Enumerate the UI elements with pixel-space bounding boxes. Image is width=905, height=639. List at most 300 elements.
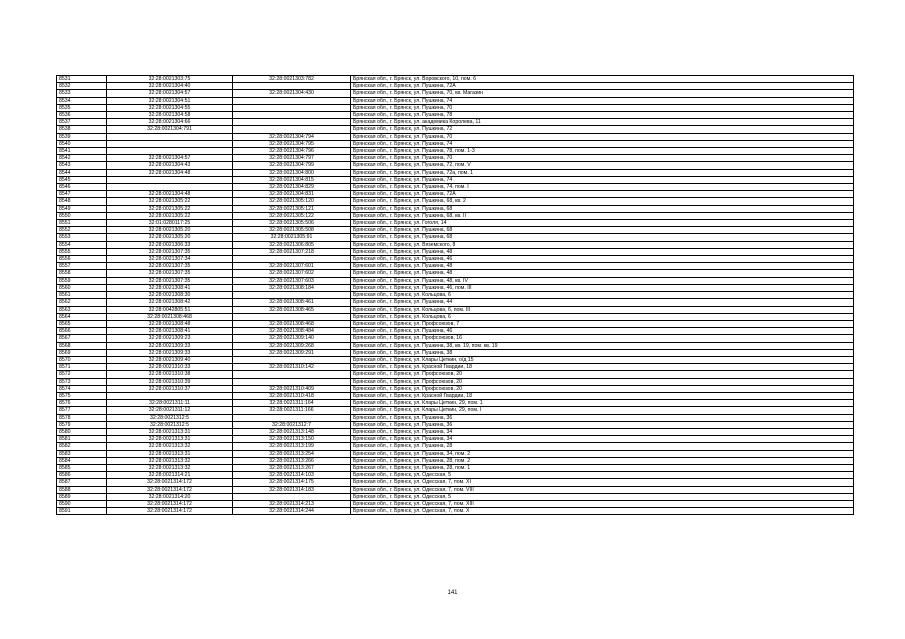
address-cell: Брянская обл., г. Брянск, ул. Пушкина, 68 bbox=[351, 205, 854, 212]
row-number-cell: 8575 bbox=[57, 392, 107, 399]
table-row bbox=[57, 500, 854, 507]
address-cell: Брянская обл., г. Брянск, ул. Пушкина, 70 bbox=[351, 104, 854, 111]
row-number-cell: 8563 bbox=[57, 306, 107, 313]
row-number-cell: 8551 bbox=[57, 220, 107, 227]
land-cadastral-number-cell: 32:28:0021303:75 bbox=[107, 76, 233, 83]
table-row bbox=[57, 436, 854, 443]
row-number-cell: 8560 bbox=[57, 284, 107, 291]
land-cadastral-number-cell: 32:28:0021307:35 bbox=[107, 263, 233, 270]
address-cell: Брянская обл., г. Брянск, ул. Пушкина, 72А bbox=[351, 191, 854, 198]
land-cadastral-number-cell: 32:28:0021313:31 bbox=[107, 428, 233, 435]
land-cadastral-number-cell: 32:28:0021308:48 bbox=[107, 320, 233, 327]
address-cell: Брянская обл., г. Брянск, ул. Одесская, 7, пом. XIII bbox=[351, 500, 854, 507]
building-cadastral-number-cell bbox=[233, 83, 351, 90]
row-number-cell: 8570 bbox=[57, 356, 107, 363]
address-cell: Брянская обл., г. Брянск, ул. Пушкина, 44 bbox=[351, 299, 854, 306]
building-cadastral-number-cell: 32:28:0021314:183 bbox=[233, 486, 351, 493]
row-number-cell: 8548 bbox=[57, 198, 107, 205]
row-number-cell: 8584 bbox=[57, 457, 107, 464]
land-cadastral-number-cell: 32:28:0021305:20 bbox=[107, 234, 233, 241]
building-cadastral-number-cell bbox=[233, 292, 351, 299]
land-cadastral-number-cell: 32:28:0021305:22 bbox=[107, 205, 233, 212]
address-cell: Брянская обл., г. Брянск, ул. Пушкина, 36 bbox=[351, 414, 854, 421]
row-number-cell: 8587 bbox=[57, 479, 107, 486]
table-row bbox=[57, 248, 854, 255]
table-row bbox=[57, 479, 854, 486]
table-row bbox=[57, 162, 854, 169]
building-cadastral-number-cell: 32:28:0021314:175 bbox=[233, 479, 351, 486]
row-number-cell: 8568 bbox=[57, 342, 107, 349]
row-number-cell: 8583 bbox=[57, 450, 107, 457]
building-cadastral-number-cell: 32:28:0021308:484 bbox=[233, 328, 351, 335]
address-cell: Брянская обл., г. Брянск, ул. Профсоюзов, 20 bbox=[351, 385, 854, 392]
address-cell: Брянская обл., г. Брянск, ул. Пушкина, 28, пом. 2 bbox=[351, 457, 854, 464]
land-cadastral-number-cell: 32:28:0021309:40 bbox=[107, 356, 233, 363]
building-cadastral-number-cell bbox=[233, 119, 351, 126]
address-cell: Брянская обл., г. Брянск, ул. Кольцова, 6 bbox=[351, 313, 854, 320]
address-cell: Брянская обл., г. Брянск, ул. Кольцова, 6 bbox=[351, 292, 854, 299]
table-row bbox=[57, 176, 854, 183]
row-number-cell: 8547 bbox=[57, 191, 107, 198]
table-row bbox=[57, 205, 854, 212]
address-cell: Брянская обл., г. Брянск, ул. Пушкина, 72, пом. V bbox=[351, 162, 854, 169]
address-cell: Брянская обл., г. Брянск, ул. Профсоюзов, 20 bbox=[351, 371, 854, 378]
row-number-cell: 8569 bbox=[57, 349, 107, 356]
building-cadastral-number-cell: 32:28:0021309:140 bbox=[233, 335, 351, 342]
table-row bbox=[57, 263, 854, 270]
address-cell: Брянская обл., г. Брянск, ул. Пушкина, 74, пом. I bbox=[351, 184, 854, 191]
table-row bbox=[57, 270, 854, 277]
building-cadastral-number-cell: 32:28:0021310:418 bbox=[233, 392, 351, 399]
row-number-cell: 8532 bbox=[57, 83, 107, 90]
building-cadastral-number-cell: 32:28:0021304:797 bbox=[233, 155, 351, 162]
table-row bbox=[57, 472, 854, 479]
row-number-cell: 8591 bbox=[57, 508, 107, 515]
row-number-cell: 8589 bbox=[57, 493, 107, 500]
table-row bbox=[57, 284, 854, 291]
land-cadastral-number-cell: 32:28:0021309:23 bbox=[107, 335, 233, 342]
row-number-cell: 8564 bbox=[57, 313, 107, 320]
land-cadastral-number-cell: 32:28:0021313:32 bbox=[107, 464, 233, 471]
land-cadastral-number-cell: 32:01:0280117:25 bbox=[107, 220, 233, 227]
address-cell: Брянская обл., г. Брянск, ул. Клары Цеткин, 29, пом. 1 bbox=[351, 400, 854, 407]
land-cadastral-number-cell: 32:28:0021311:12 bbox=[107, 407, 233, 414]
table-row bbox=[57, 450, 854, 457]
table-row bbox=[57, 378, 854, 385]
row-number-cell: 8580 bbox=[57, 428, 107, 435]
table-row bbox=[57, 256, 854, 263]
address-cell: Брянская обл., г. Брянск, ул. Пушкина, 70 bbox=[351, 133, 854, 140]
land-cadastral-number-cell: 32:28:0021304:58 bbox=[107, 112, 233, 119]
building-cadastral-number-cell: 32:28:0021308:465 bbox=[233, 306, 351, 313]
row-number-cell: 8571 bbox=[57, 364, 107, 371]
address-cell: Брянская обл., г. Брянск, ул. Кольцова, 6, пом. III bbox=[351, 306, 854, 313]
building-cadastral-number-cell: 32:28:0021314:103 bbox=[233, 472, 351, 479]
address-cell: Брянская обл., г. Брянск, ул. Пушкина, 72 bbox=[351, 126, 854, 133]
row-number-cell: 8550 bbox=[57, 212, 107, 219]
address-cell: Брянская обл., г. Брянск, ул. Пушкина, 48 bbox=[351, 270, 854, 277]
table-row bbox=[57, 133, 854, 140]
land-cadastral-number-cell: 32:28:0021314:172 bbox=[107, 500, 233, 507]
table-row bbox=[57, 169, 854, 176]
land-cadastral-number-cell: 32:28:0021304:48 bbox=[107, 191, 233, 198]
land-cadastral-number-cell: 32:28:0021304:57 bbox=[107, 90, 233, 97]
address-cell: Брянская обл., г. Брянск, ул. Пушкина, 72а, пом. 1 bbox=[351, 169, 854, 176]
table-row bbox=[57, 306, 854, 313]
land-cadastral-number-cell: 32:28:0021305:22 bbox=[107, 198, 233, 205]
building-cadastral-number-cell: 32:28:0021314:213 bbox=[233, 500, 351, 507]
land-cadastral-number-cell bbox=[107, 176, 233, 183]
address-cell: Брянская обл., г. Брянск, ул. Одесская, 5 bbox=[351, 493, 854, 500]
land-cadastral-number-cell: 32:28:0021305:20 bbox=[107, 227, 233, 234]
table-row bbox=[57, 220, 854, 227]
row-number-cell: 8536 bbox=[57, 112, 107, 119]
row-number-cell: 8561 bbox=[57, 292, 107, 299]
row-number-cell: 8546 bbox=[57, 184, 107, 191]
address-cell: Брянская обл., г. Брянск, ул. Клары Цеткин, 29, пом. I bbox=[351, 407, 854, 414]
building-cadastral-number-cell: 32:28:0021305:91 bbox=[233, 234, 351, 241]
building-cadastral-number-cell: 32:28:0021310:409 bbox=[233, 385, 351, 392]
row-number-cell: 8534 bbox=[57, 97, 107, 104]
address-cell: Брянская обл., г. Брянск, ул. Пушкина, 74 bbox=[351, 176, 854, 183]
building-cadastral-number-cell: 32:28:0021314:244 bbox=[233, 508, 351, 515]
building-cadastral-number-cell bbox=[233, 378, 351, 385]
table-row bbox=[57, 83, 854, 90]
table-row bbox=[57, 443, 854, 450]
table-row bbox=[57, 191, 854, 198]
row-number-cell: 8531 bbox=[57, 76, 107, 83]
row-number-cell: 8562 bbox=[57, 299, 107, 306]
address-cell: Брянская обл., г. Брянск, ул. Пушкина, 78, пом. 1-3 bbox=[351, 148, 854, 155]
land-cadastral-number-cell: 32:28:0021312:5 bbox=[107, 421, 233, 428]
address-cell: Брянская обл., г. Брянск, ул. Пушкина, 68 bbox=[351, 234, 854, 241]
building-cadastral-number-cell bbox=[233, 371, 351, 378]
table-row bbox=[57, 356, 854, 363]
table-row bbox=[57, 464, 854, 471]
table-row bbox=[57, 104, 854, 111]
address-cell: Брянская обл., г. Брянск, ул. Пушкина, 78 bbox=[351, 112, 854, 119]
building-cadastral-number-cell: 32:28:0021304:796 bbox=[233, 148, 351, 155]
address-cell: Брянская обл., г. Брянск, ул. Пушкина, 36 bbox=[351, 421, 854, 428]
address-cell: Брянская обл., г. Брянск, ул. академика Королева, 11 bbox=[351, 119, 854, 126]
address-cell: Брянская обл., г. Брянск, ул. Пушкина, 68, кв. II bbox=[351, 212, 854, 219]
land-cadastral-number-cell: 32:28:0021310:39 bbox=[107, 378, 233, 385]
building-cadastral-number-cell: 32:28:0021307:603 bbox=[233, 277, 351, 284]
building-cadastral-number-cell: 32:28:0021306:805 bbox=[233, 241, 351, 248]
land-cadastral-number-cell: 32:28:0021307:35 bbox=[107, 248, 233, 255]
page-number: 141 bbox=[447, 590, 458, 596]
row-number-cell: 8539 bbox=[57, 133, 107, 140]
building-cadastral-number-cell: 32:28:0021313:266 bbox=[233, 457, 351, 464]
table-row bbox=[57, 227, 854, 234]
row-number-cell: 8552 bbox=[57, 227, 107, 234]
row-number-cell: 8538 bbox=[57, 126, 107, 133]
row-number-cell: 8535 bbox=[57, 104, 107, 111]
row-number-cell: 8567 bbox=[57, 335, 107, 342]
building-cadastral-number-cell: 32:28:0021313:254 bbox=[233, 450, 351, 457]
table-row bbox=[57, 335, 854, 342]
land-cadastral-number-cell: 32:28:0021313:31 bbox=[107, 436, 233, 443]
building-cadastral-number-cell: 32:28:0021309:291 bbox=[233, 349, 351, 356]
table-row bbox=[57, 292, 854, 299]
table-row bbox=[57, 364, 854, 371]
row-number-cell: 8540 bbox=[57, 140, 107, 147]
row-number-cell: 8537 bbox=[57, 119, 107, 126]
table-row bbox=[57, 299, 854, 306]
address-cell: Брянская обл., г. Брянск, ул. Пушкина, 74 bbox=[351, 97, 854, 104]
table-row bbox=[57, 90, 854, 97]
building-cadastral-number-cell: 32:28:0021305:120 bbox=[233, 198, 351, 205]
land-cadastral-number-cell: 32:28:0021314:172 bbox=[107, 508, 233, 515]
row-number-cell: 8574 bbox=[57, 385, 107, 392]
land-cadastral-number-cell: 32:28:0021304:40 bbox=[107, 83, 233, 90]
building-cadastral-number-cell bbox=[233, 112, 351, 119]
address-cell: Брянская обл., г. Брянск, ул. Пушкина, 34 bbox=[351, 428, 854, 435]
table-row bbox=[57, 414, 854, 421]
address-cell: Брянская обл., г. Брянск, ул. Пушкина, 38, кв. 19, пом. кв. 19 bbox=[351, 342, 854, 349]
land-cadastral-number-cell: 32:28:0021313:31 bbox=[107, 450, 233, 457]
land-cadastral-number-cell: 32:28:0042805:51 bbox=[107, 306, 233, 313]
building-cadastral-number-cell: 32:28:0021307:601 bbox=[233, 263, 351, 270]
building-cadastral-number-cell: 32:28:0021313:267 bbox=[233, 464, 351, 471]
row-number-cell: 8572 bbox=[57, 371, 107, 378]
building-cadastral-number-cell: 32:28:0021313:148 bbox=[233, 428, 351, 435]
building-cadastral-number-cell: 32:28:0021311:166 bbox=[233, 407, 351, 414]
building-cadastral-number-cell: 32:28:0021305:122 bbox=[233, 212, 351, 219]
table-row bbox=[57, 349, 854, 356]
table-row bbox=[57, 392, 854, 399]
land-cadastral-number-cell bbox=[107, 184, 233, 191]
building-cadastral-number-cell bbox=[233, 97, 351, 104]
table-row bbox=[57, 385, 854, 392]
table-row bbox=[57, 493, 854, 500]
table-row bbox=[57, 508, 854, 515]
table-row bbox=[57, 407, 854, 414]
row-number-cell: 8544 bbox=[57, 169, 107, 176]
building-cadastral-number-cell: 32:28:0021310:142 bbox=[233, 364, 351, 371]
table-row bbox=[57, 119, 854, 126]
table-row bbox=[57, 457, 854, 464]
address-cell: Брянская обл., г. Брянск, ул. Пушкина, 28 bbox=[351, 443, 854, 450]
row-number-cell: 8559 bbox=[57, 277, 107, 284]
building-cadastral-number-cell bbox=[233, 313, 351, 320]
building-cadastral-number-cell: 32:28:0021305:506 bbox=[233, 220, 351, 227]
building-cadastral-number-cell bbox=[233, 126, 351, 133]
land-cadastral-number-cell: 32:28:0021304:48 bbox=[107, 169, 233, 176]
address-cell: Брянская обл., г. Брянск, ул. Пушкина, 48, кв. IV bbox=[351, 277, 854, 284]
address-cell: Брянская обл., г. Брянск, ул. Пушкина, 34, пом. 2 bbox=[351, 450, 854, 457]
row-number-cell: 8545 bbox=[57, 176, 107, 183]
land-cadastral-number-cell: 32:28:0021314:20 bbox=[107, 493, 233, 500]
address-cell: Брянская обл., г. Брянск, ул. Пушкина, 68 bbox=[351, 227, 854, 234]
land-cadastral-number-cell: 32:28:0021309:33 bbox=[107, 349, 233, 356]
building-cadastral-number-cell: 32:28:0021313:199 bbox=[233, 443, 351, 450]
address-cell: Брянская обл., г. Брянск, ул. Одесская, 7, пом. XI bbox=[351, 479, 854, 486]
building-cadastral-number-cell: 32:28:0021313:150 bbox=[233, 436, 351, 443]
table-row bbox=[57, 342, 854, 349]
row-number-cell: 8557 bbox=[57, 263, 107, 270]
land-cadastral-number-cell: 32:28:0021308:30 bbox=[107, 292, 233, 299]
building-cadastral-number-cell bbox=[233, 104, 351, 111]
table-row bbox=[57, 112, 854, 119]
land-cadastral-number-cell: 32:28:0021304:57 bbox=[107, 155, 233, 162]
building-cadastral-number-cell: 32:28:0021308:461 bbox=[233, 299, 351, 306]
table-row bbox=[57, 212, 854, 219]
table-row bbox=[57, 421, 854, 428]
row-number-cell: 8588 bbox=[57, 486, 107, 493]
building-cadastral-number-cell: 32:28:0021308:184 bbox=[233, 284, 351, 291]
address-cell: Брянская обл., г. Брянск, ул. Пушкина, 48 bbox=[351, 263, 854, 270]
row-number-cell: 8549 bbox=[57, 205, 107, 212]
row-number-cell: 8578 bbox=[57, 414, 107, 421]
table-row bbox=[57, 328, 854, 335]
land-cadastral-number-cell bbox=[107, 133, 233, 140]
address-cell: Брянская обл., г. Брянск, ул. Одесская, 5 bbox=[351, 472, 854, 479]
building-cadastral-number-cell: 32:28:0021311:164 bbox=[233, 400, 351, 407]
land-cadastral-number-cell: 32:28:0021308:41 bbox=[107, 328, 233, 335]
row-number-cell: 8582 bbox=[57, 443, 107, 450]
building-cadastral-number-cell: 32:28:0021304:794 bbox=[233, 133, 351, 140]
land-cadastral-number-cell: 32:28:0021304:66 bbox=[107, 119, 233, 126]
register-sheet bbox=[56, 75, 845, 515]
land-cadastral-number-cell bbox=[107, 140, 233, 147]
row-number-cell: 8553 bbox=[57, 234, 107, 241]
table-row bbox=[57, 76, 854, 83]
land-cadastral-number-cell bbox=[107, 392, 233, 399]
address-cell: Брянская обл., г. Брянск, ул. Одесская, 7, пом. VIII bbox=[351, 486, 854, 493]
building-cadastral-number-cell: 32:28:0021303:782 bbox=[233, 76, 351, 83]
row-number-cell: 8555 bbox=[57, 248, 107, 255]
land-cadastral-number-cell: 32:28:0021307:35 bbox=[107, 270, 233, 277]
row-number-cell: 8590 bbox=[57, 500, 107, 507]
land-cadastral-number-cell: 32:28:0021310:37 bbox=[107, 385, 233, 392]
table-row bbox=[57, 234, 854, 241]
row-number-cell: 8577 bbox=[57, 407, 107, 414]
address-cell: Брянская обл., г. Брянск, ул. Гоголя, 14 bbox=[351, 220, 854, 227]
land-cadastral-number-cell: 32:28:0021305:22 bbox=[107, 212, 233, 219]
row-number-cell: 8566 bbox=[57, 328, 107, 335]
row-number-cell: 8543 bbox=[57, 162, 107, 169]
row-number-cell: 8581 bbox=[57, 436, 107, 443]
table-row bbox=[57, 486, 854, 493]
row-number-cell: 8576 bbox=[57, 400, 107, 407]
table-row bbox=[57, 241, 854, 248]
table-row bbox=[57, 313, 854, 320]
building-cadastral-number-cell: 32:28:0021305:508 bbox=[233, 227, 351, 234]
row-number-cell: 8533 bbox=[57, 90, 107, 97]
building-cadastral-number-cell: 32:28:0021304:831 bbox=[233, 191, 351, 198]
land-cadastral-number-cell: 32:28:0021308:41 bbox=[107, 284, 233, 291]
land-cadastral-number-cell: 32:28:0021312:5 bbox=[107, 414, 233, 421]
land-cadastral-number-cell: 32:28:0021307:35 bbox=[107, 277, 233, 284]
address-cell: Брянская обл., г. Брянск, ул. Пушкина, 68, кв. 2 bbox=[351, 198, 854, 205]
land-cadastral-number-cell: 32:28:0021304:51 bbox=[107, 97, 233, 104]
row-number-cell: 8541 bbox=[57, 148, 107, 155]
table-row bbox=[57, 428, 854, 435]
land-cadastral-number-cell: 32:28:0021308:468 bbox=[107, 313, 233, 320]
building-cadastral-number-cell bbox=[233, 356, 351, 363]
table-row bbox=[57, 320, 854, 327]
address-cell: Брянская обл., г. Брянск, ул. Пушкина, 70 bbox=[351, 155, 854, 162]
table-row bbox=[57, 97, 854, 104]
land-cadastral-number-cell: 32:28:0021314:172 bbox=[107, 479, 233, 486]
building-cadastral-number-cell: 32:28:0021308:468 bbox=[233, 320, 351, 327]
building-cadastral-number-cell: 32:28:0021307:602 bbox=[233, 270, 351, 277]
building-cadastral-number-cell: 32:28:0021305:121 bbox=[233, 205, 351, 212]
land-cadastral-number-cell: 32:28:0021309:33 bbox=[107, 342, 233, 349]
address-cell: Брянская обл., г. Брянск, ул. Пушкина, 28, пом. 1 bbox=[351, 464, 854, 471]
land-cadastral-number-cell: 32:28:0021313:32 bbox=[107, 457, 233, 464]
row-number-cell: 8556 bbox=[57, 256, 107, 263]
building-cadastral-number-cell bbox=[233, 256, 351, 263]
land-cadastral-number-cell bbox=[107, 148, 233, 155]
table-row bbox=[57, 371, 854, 378]
table-row bbox=[57, 400, 854, 407]
table-row bbox=[57, 148, 854, 155]
land-cadastral-number-cell: 32:28:0021304:43 bbox=[107, 162, 233, 169]
land-cadastral-number-cell: 32:28:0021308:42 bbox=[107, 299, 233, 306]
row-number-cell: 8554 bbox=[57, 241, 107, 248]
address-cell: Брянская обл., г. Брянск, ул. Пушкина, 74 bbox=[351, 140, 854, 147]
address-cell: Брянская обл., г. Брянск, ул. Пушкина, 46 bbox=[351, 256, 854, 263]
land-cadastral-number-cell: 32:28:0021304:791 bbox=[107, 126, 233, 133]
table-row bbox=[57, 155, 854, 162]
register-table-body bbox=[57, 76, 854, 515]
table-row bbox=[57, 184, 854, 191]
table-row bbox=[57, 140, 854, 147]
building-cadastral-number-cell: 32:28:0021304:815 bbox=[233, 176, 351, 183]
address-cell: Брянская обл., г. Брянск, ул. Профсоюзов, 7 bbox=[351, 320, 854, 327]
address-cell: Брянская обл., г. Брянск, ул. Красной Гвардии, 18 bbox=[351, 392, 854, 399]
address-cell: Брянская обл., г. Брянск, ул. Красной Гвардии, 18 bbox=[351, 364, 854, 371]
building-cadastral-number-cell: 32:28:0021309:268 bbox=[233, 342, 351, 349]
row-number-cell: 8579 bbox=[57, 421, 107, 428]
land-cadastral-number-cell: 32:28:0021310:38 bbox=[107, 371, 233, 378]
table-row bbox=[57, 198, 854, 205]
building-cadastral-number-cell: 32:28:0021304:795 bbox=[233, 140, 351, 147]
row-number-cell: 8586 bbox=[57, 472, 107, 479]
building-cadastral-number-cell bbox=[233, 414, 351, 421]
address-cell: Брянская обл., г. Брянск, ул. Пушкина, 46 bbox=[351, 328, 854, 335]
building-cadastral-number-cell bbox=[233, 493, 351, 500]
land-cadastral-number-cell: 32:28:0021304:55 bbox=[107, 104, 233, 111]
land-cadastral-number-cell: 32:28:0021313:32 bbox=[107, 443, 233, 450]
address-cell: Брянская обл., г. Брянск, ул. Пушкина, 34 bbox=[351, 436, 854, 443]
building-cadastral-number-cell: 32:28:0021312:7 bbox=[233, 421, 351, 428]
address-cell: Брянская обл., г. Брянск, ул. Профсоюзов, 20 bbox=[351, 378, 854, 385]
address-cell: Брянская обл., г. Брянск, ул. Пушкина, 38 bbox=[351, 349, 854, 356]
address-cell: Брянская обл., г. Брянск, ул. Пушкина, 70, кв. Магазин bbox=[351, 90, 854, 97]
land-cadastral-number-cell: 32:28:0021314:172 bbox=[107, 486, 233, 493]
building-cadastral-number-cell: 32:28:0021304:799 bbox=[233, 162, 351, 169]
register-table bbox=[56, 75, 854, 515]
table-row bbox=[57, 126, 854, 133]
address-cell: Брянская обл., г. Брянск, ул. Пушкина, 72А bbox=[351, 83, 854, 90]
row-number-cell: 8585 bbox=[57, 464, 107, 471]
land-cadastral-number-cell: 32:28:0021310:33 bbox=[107, 364, 233, 371]
table-row bbox=[57, 277, 854, 284]
building-cadastral-number-cell: 32:28:0021304:800 bbox=[233, 169, 351, 176]
land-cadastral-number-cell: 32:28:0021307:34 bbox=[107, 256, 233, 263]
address-cell: Брянская обл., г. Брянск, ул. Одесская, 7, пом. X bbox=[351, 508, 854, 515]
building-cadastral-number-cell: 32:28:0021307:218 bbox=[233, 248, 351, 255]
land-cadastral-number-cell: 32:28:0021314:21 bbox=[107, 472, 233, 479]
address-cell: Брянская обл., г. Брянск, ул. Воровского, 10, пом. 6 bbox=[351, 76, 854, 83]
row-number-cell: 8573 bbox=[57, 378, 107, 385]
row-number-cell: 8542 bbox=[57, 155, 107, 162]
address-cell: Брянская обл., г. Брянск, ул. Вяземского, 8 bbox=[351, 241, 854, 248]
address-cell: Брянская обл., г. Брянск, ул. Клары Цеткин, о/д 15 bbox=[351, 356, 854, 363]
